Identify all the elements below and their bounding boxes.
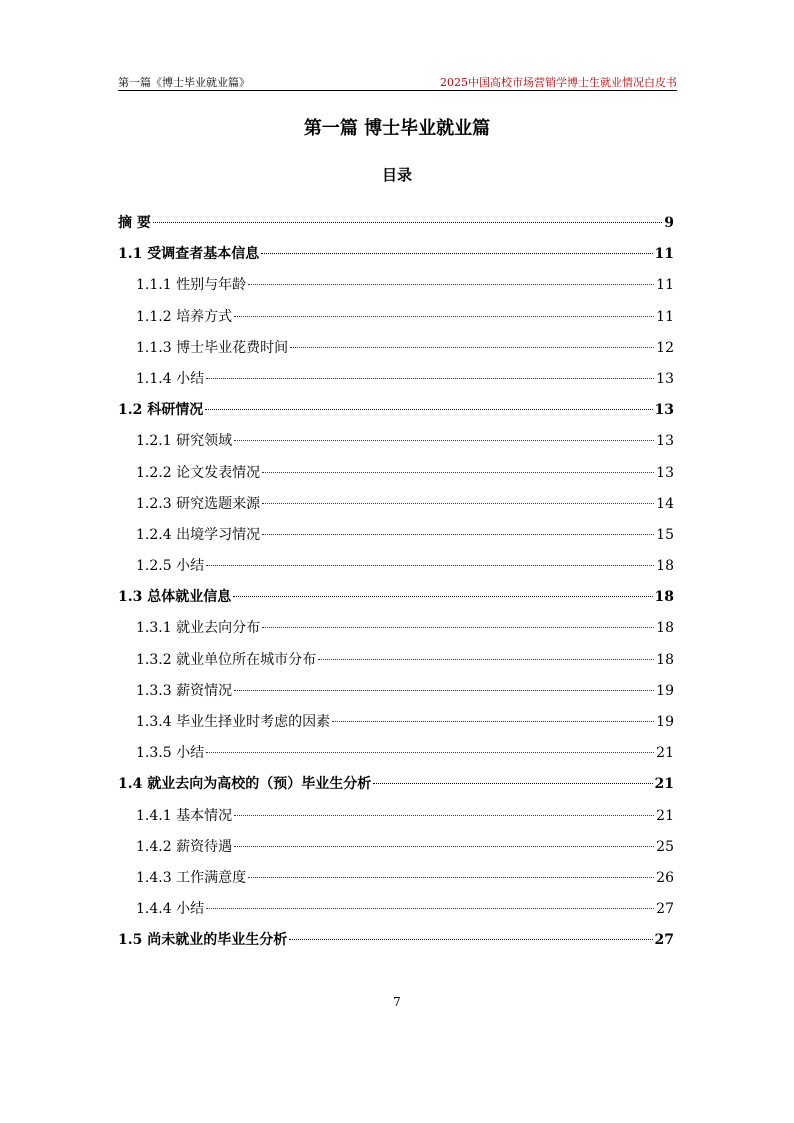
toc-dot-leader <box>262 503 654 504</box>
toc-entry-label: 1.4 就业去向为高校的（预）毕业生分析 <box>118 776 372 793</box>
toc-entry[interactable] <box>118 520 674 551</box>
toc-entry-page: 18 <box>654 589 674 606</box>
running-header <box>118 73 677 90</box>
toc-entry[interactable] <box>118 738 674 769</box>
toc-entry-label: 1.2.2 论文发表情况 <box>136 464 261 481</box>
toc-dot-leader <box>206 378 654 379</box>
toc-entry-page: 13 <box>656 370 674 387</box>
toc-dot-leader <box>262 627 654 628</box>
toc-entry-page: 18 <box>656 558 674 575</box>
toc-entry-label: 1.1.4 小结 <box>136 370 205 387</box>
toc-entry[interactable] <box>118 551 674 582</box>
page-title: 第一篇 博士毕业就业篇 <box>303 118 491 139</box>
header-rule <box>118 90 677 91</box>
toc-entry-page: 14 <box>656 495 674 512</box>
toc-dot-leader <box>233 596 652 597</box>
toc-entry-label: 1.1.2 培养方式 <box>136 308 233 325</box>
toc-dot-leader <box>234 316 654 317</box>
toc-entry[interactable] <box>118 707 674 738</box>
toc-entry[interactable] <box>118 333 674 364</box>
toc-entry-page: 19 <box>656 714 674 730</box>
page-number: 7 <box>393 995 401 1009</box>
toc-entry-page: 25 <box>656 838 674 855</box>
toc-dot-leader <box>205 409 652 410</box>
toc-entry-page: 11 <box>656 308 674 325</box>
toc-entry-label: 1.4.3 工作满意度 <box>136 869 247 886</box>
toc-entry[interactable] <box>118 645 674 676</box>
toc-entry[interactable] <box>118 208 674 239</box>
toc-entry[interactable] <box>118 426 674 457</box>
toc-entry[interactable] <box>118 270 674 301</box>
toc-entry-page: 12 <box>656 339 674 356</box>
toc-dot-leader <box>318 659 654 660</box>
toc-entry[interactable] <box>118 769 674 800</box>
toc-dot-leader <box>289 939 652 940</box>
toc-dot-leader <box>261 253 652 254</box>
toc-dot-leader <box>248 284 654 285</box>
toc-dot-leader <box>234 690 654 691</box>
toc-entry-label: 1.1.1 性别与年龄 <box>136 277 247 294</box>
toc-entry-page: 27 <box>654 932 674 949</box>
toc-entry-page: 9 <box>664 215 674 231</box>
toc-entry[interactable] <box>118 801 674 832</box>
toc-entry[interactable] <box>118 239 674 270</box>
toc-entry-page: 21 <box>654 776 674 793</box>
toc-dot-leader <box>332 721 654 722</box>
toc-entry[interactable] <box>118 458 674 489</box>
toc-entry-label: 1.2.4 出境学习情况 <box>136 526 261 543</box>
toc-entry-label: 1.2.3 研究选题来源 <box>136 495 261 512</box>
toc-entry-label: 1.2.5 小结 <box>136 558 205 575</box>
table-of-contents <box>118 208 674 957</box>
header-section-title: 第一篇《博士毕业就业篇》 <box>118 76 250 89</box>
toc-entry-label: 1.4.1 基本情况 <box>136 807 233 824</box>
toc-entry[interactable] <box>118 676 674 707</box>
toc-entry-label: 1.2.1 研究领域 <box>136 433 233 450</box>
toc-entry-page: 13 <box>656 433 674 450</box>
toc-entry-page: 13 <box>654 402 674 419</box>
toc-entry-label: 1.1.3 博士毕业花费时间 <box>136 339 289 356</box>
toc-dot-leader <box>206 565 654 566</box>
toc-entry-label: 1.4.4 小结 <box>136 901 205 918</box>
toc-entry-page: 15 <box>656 526 674 543</box>
toc-dot-leader <box>234 815 654 816</box>
toc-entry[interactable] <box>118 613 674 644</box>
toc-entry-label: 1.3.4 毕业生择业时考虑的因素 <box>136 714 331 730</box>
toc-entry-label: 摘 要 <box>118 215 151 231</box>
toc-entry-label: 1.3.5 小结 <box>136 745 205 762</box>
toc-entry-label: 1.5 尚未就业的毕业生分析 <box>118 932 288 949</box>
toc-entry-label: 1.4.2 薪资待遇 <box>136 838 233 855</box>
toc-entry[interactable] <box>118 863 674 894</box>
toc-entry-page: 21 <box>656 807 674 824</box>
toc-dot-leader <box>234 846 654 847</box>
toc-entry-page: 27 <box>656 901 674 918</box>
toc-entry-page: 18 <box>656 620 674 637</box>
toc-entry[interactable] <box>118 832 674 863</box>
toc-dot-leader <box>262 472 654 473</box>
toc-entry-page: 18 <box>656 651 674 668</box>
toc-heading: 目录 <box>381 166 412 184</box>
toc-entry[interactable] <box>118 395 674 426</box>
toc-entry[interactable] <box>118 489 674 520</box>
toc-dot-leader <box>153 222 662 223</box>
toc-entry-label: 1.1 受调查者基本信息 <box>118 246 260 263</box>
toc-entry[interactable] <box>118 894 674 925</box>
toc-entry-page: 21 <box>656 745 674 762</box>
toc-entry-label: 1.3 总体就业信息 <box>118 589 232 606</box>
toc-entry[interactable] <box>118 302 674 333</box>
toc-entry[interactable] <box>118 925 674 956</box>
toc-dot-leader <box>206 908 654 909</box>
toc-dot-leader <box>290 347 654 348</box>
toc-entry-label: 1.3.2 就业单位所在城市分布 <box>136 651 317 668</box>
toc-entry-page: 19 <box>656 682 674 699</box>
toc-entry-page: 11 <box>654 246 674 263</box>
toc-entry-page: 13 <box>656 464 674 481</box>
toc-dot-leader <box>234 440 654 441</box>
toc-entry-label: 1.3.1 就业去向分布 <box>136 620 261 637</box>
toc-dot-leader <box>262 534 654 535</box>
toc-entry-page: 11 <box>656 277 674 294</box>
toc-entry[interactable] <box>118 364 674 395</box>
toc-entry-label: 1.3.3 薪资情况 <box>136 682 233 699</box>
toc-entry-page: 26 <box>656 869 674 886</box>
toc-entry-label: 1.2 科研情况 <box>118 402 204 419</box>
toc-dot-leader <box>373 783 652 784</box>
header-document-title: 2025中国高校市场营销学博士生就业情况白皮书 <box>440 76 677 89</box>
toc-dot-leader <box>206 752 654 753</box>
toc-dot-leader <box>248 877 654 878</box>
toc-entry[interactable] <box>118 582 674 613</box>
